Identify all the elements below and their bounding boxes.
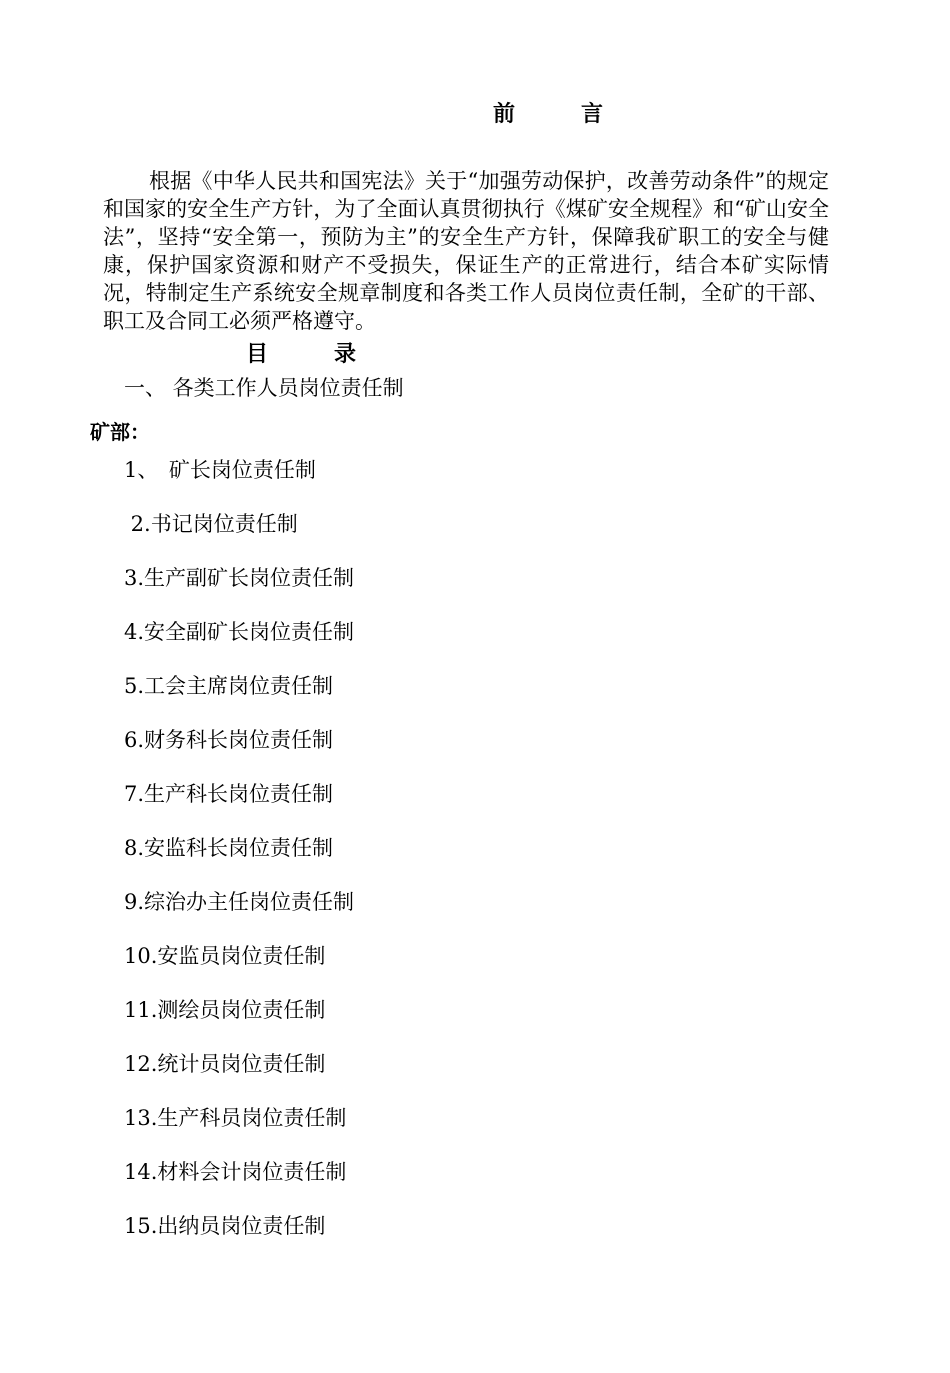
toc-item: 7.生产科长岗位责任制 xyxy=(124,782,334,806)
toc-item: 2.书记岗位责任制 xyxy=(124,512,298,536)
toc-item: 1、 矿长岗位责任制 xyxy=(124,458,316,482)
toc-item: 10.安监员岗位责任制 xyxy=(124,944,326,968)
section-heading: 矿部： xyxy=(90,420,150,444)
toc-item: 13.生产科员岗位责任制 xyxy=(124,1106,347,1130)
toc-item: 12.统计员岗位责任制 xyxy=(124,1052,326,1076)
preface-paragraph: 根据《中华人民共和国宪法》关于“加强劳动保护，改善劳动条件”的规定和国家的安全生产方针，为了全面认真贯彻执行《煤矿安全规程》和“矿山安全法”，坚持“安全第一，预防为主”的安全生产方针，保障我矿职工的安全与健康，保护国家资源和财产不受损失，保证生产的正常进行，结合本矿实际情况，特制定生产系统安全规章制度和各类工作人员岗位责任制，全矿的干部、职工及合同工必须严格遵守。 xyxy=(103,169,829,333)
toc-item: 9.综治办主任岗位责任制 xyxy=(124,890,355,914)
toc-item: 8.安监科长岗位责任制 xyxy=(124,836,334,860)
toc-subtitle: 一、 各类工作人员岗位责任制 xyxy=(124,376,404,400)
toc-item: 6.财务科长岗位责任制 xyxy=(124,728,334,752)
toc-item: 3.生产副矿长岗位责任制 xyxy=(124,566,355,590)
toc-title: 目 录 xyxy=(246,341,357,367)
toc-item: 14.材料会计岗位责任制 xyxy=(124,1160,347,1184)
toc-list xyxy=(124,456,354,1266)
toc-item: 5.工会主席岗位责任制 xyxy=(124,674,334,698)
toc-item: 11.测绘员岗位责任制 xyxy=(124,998,326,1022)
toc-item: 4.安全副矿长岗位责任制 xyxy=(124,620,355,644)
toc-item: 15.出纳员岗位责任制 xyxy=(124,1214,326,1238)
page-title: 前 言 xyxy=(492,101,603,127)
